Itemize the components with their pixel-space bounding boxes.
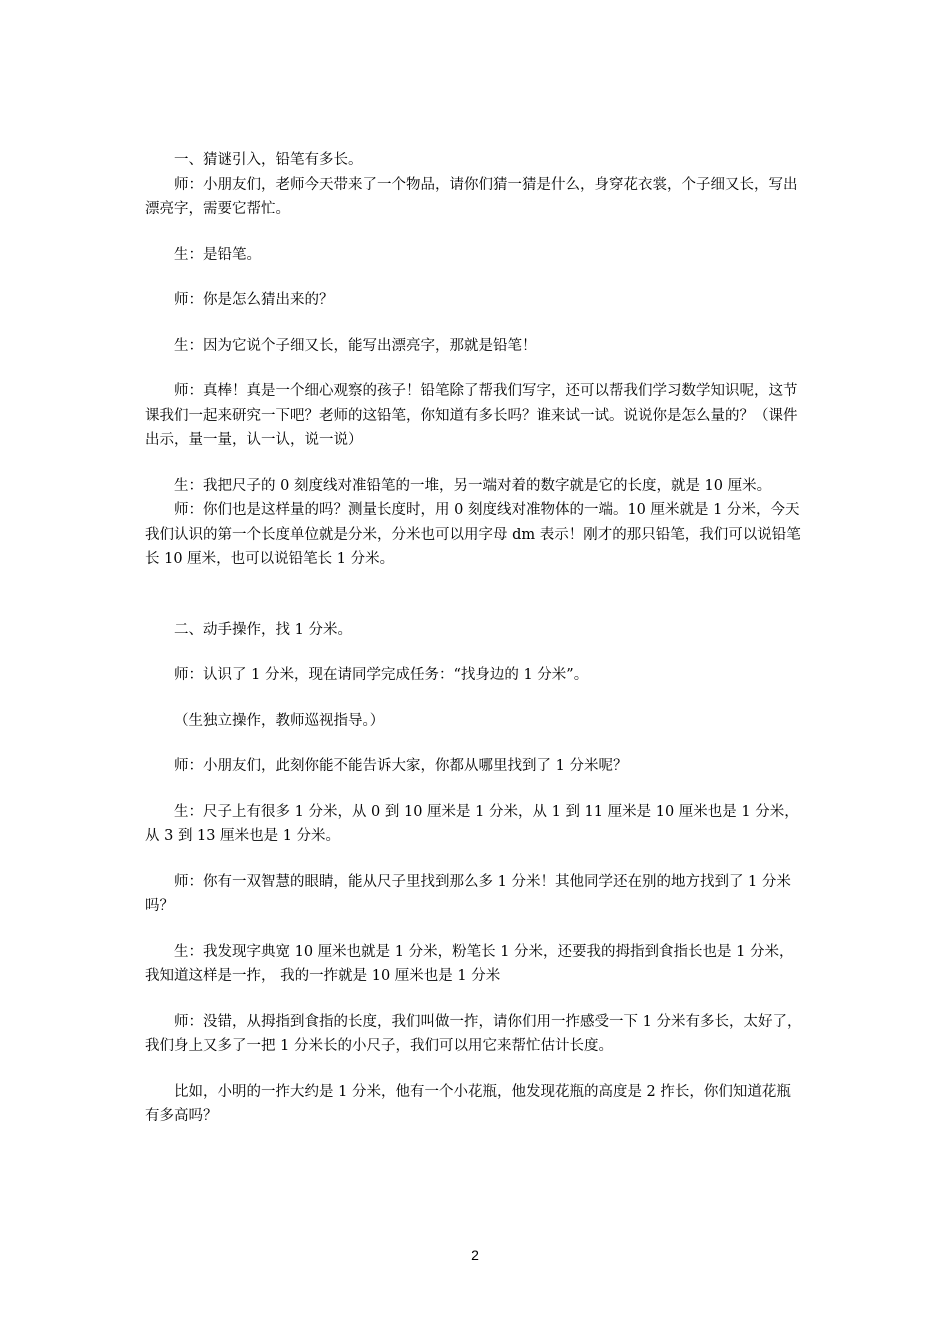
paragraph: 师：你有一双智慧的眼睛，能从尺子里找到那么多 1 分米！其他同学还在别的地方找到了 1 分米吗？	[145, 873, 791, 914]
paragraph: 师：你们也是这样量的吗？测量长度时，用 0 刻度线对准物体的一端。10 厘米就是 1 分米，今天我们认识的第一个长度单位就是分米，分米也可以用字母 dm 表示！刚才的那只铅笔，我们可以说铅笔长 10 厘米，也可以说铅笔长 1 分米。	[145, 502, 801, 567]
paragraph: 生：因为它说个子细又长，能写出漂亮字，那就是铅笔！	[174, 337, 537, 354]
paragraph: 师：你是怎么猜出来的？	[174, 292, 334, 308]
section-heading-2: 二、动手操作，找 1 分米。	[174, 621, 352, 638]
paragraph: 师：没错，从拇指到食指的长度，我们叫做一拃，请你们用一拃感受一下 1 分米有多长，太好了，我们身上又多了一把 1 分米长的小尺子，我们可以用它来帮忙估计长度。	[145, 1013, 802, 1054]
document-body	[145, 148, 805, 1129]
paragraph: 生：我把尺子的 0 刻度线对准铅笔的一堆，另一端对着的数字就是它的长度，就是 10 厘米。	[174, 477, 772, 494]
paragraph: 师：小朋友们，此刻你能不能告诉大家，你都从哪里找到了 1 分米呢？	[174, 758, 628, 774]
paragraph: 师：真棒！真是一个细心观察的孩子！铅笔除了帮我们写字，还可以帮我们学习数学知识呢，这节课我们一起来研究一下吧？老师的这铅笔，你知道有多长吗？谁来试一试。说说你是怎么量的？（课件出示，量一量，认一认，说一说）	[145, 383, 798, 448]
paragraph: 比如，小明的一拃大约是 1 分米，他有一个小花瓶，他发现花瓶的高度是 2 拃长，你们知道花瓶有多高吗？	[145, 1083, 791, 1124]
page-number: 2	[471, 1247, 479, 1263]
paragraph: 师：认识了 1 分米，现在请同学完成任务：“找身边的 1 分米”。	[174, 667, 589, 683]
paragraph: 师：小朋友们，老师今天带来了一个物品，请你们猜一猜是什么，身穿花衣裳，个子细又长，写出漂亮字，需要它帮忙。	[145, 176, 798, 217]
paragraph: 生：尺子上有很多 1 分米，从 0 到 10 厘米是 1 分米，从 1 到 11 厘米是 10 厘米也是 1 分米，从 3 到 13 厘米也是 1 分米。	[145, 803, 799, 844]
paragraph: 生：是铅笔。	[174, 246, 261, 263]
paragraph: 生：我发现字典宽 10 厘米也就是 1 分米，粉笔长 1 分米，还要我的拇指到食指长也是 1 分米，我知道这样是一拃， 我的一拃就是 10 厘米也是 1 分米	[145, 943, 794, 984]
section-heading-1: 一、猜谜引入，铅笔有多长。	[174, 152, 363, 168]
paragraph: （生独立操作，教师巡视指导。）	[174, 712, 385, 729]
